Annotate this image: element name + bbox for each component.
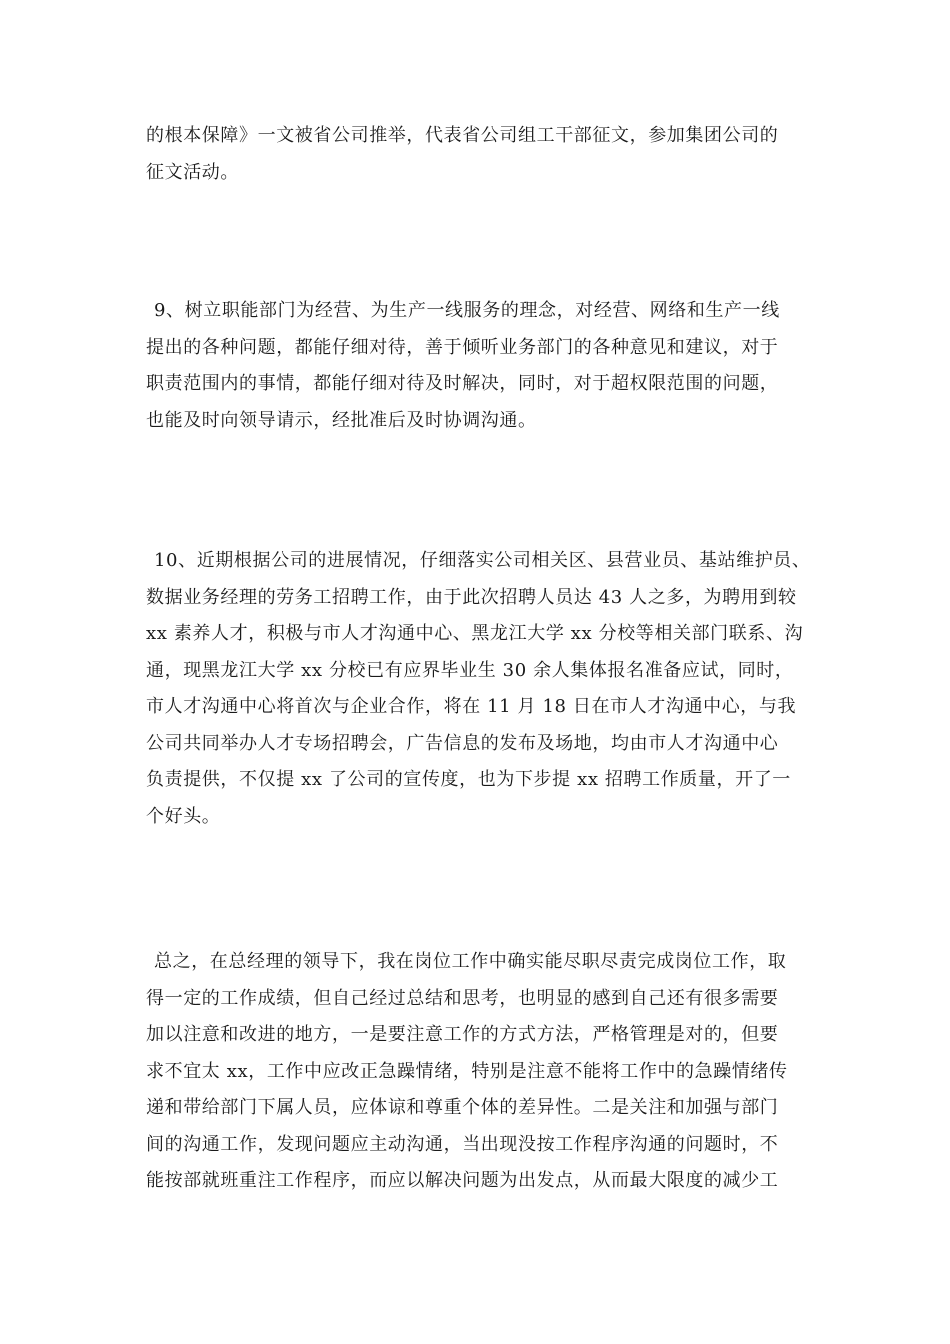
paragraph-line: 个好头。	[146, 805, 221, 827]
paragraph-line: 提出的各种问题，都能仔细对待，善于倾听业务部门的各种意见和建议，对于	[146, 336, 779, 358]
paragraph-line: 得一定的工作成绩，但自己经过总结和思考，也明显的感到自己还有很多需要	[146, 987, 779, 1009]
paragraph-line: 9、树立职能部门为经营、为生产一线服务的理念，对经营、网络和生产一线	[154, 300, 780, 321]
paragraph-line: 加以注意和改进的地方，一是要注意工作的方式方法，严格管理是对的，但要	[146, 1024, 779, 1045]
paragraph-line: 递和带给部门下属人员，应体谅和尊重个体的差异性。二是关注和加强与部门	[146, 1097, 779, 1118]
paragraph-line: 的根本保障》一文被省公司推举，代表省公司组工干部征文，参加集团公司的	[146, 125, 779, 146]
paragraph-line: 10、近期根据公司的进展情况，仔细落实公司相关区、县营业员、基站维护员、	[154, 550, 811, 571]
paragraph-item-10	[146, 543, 816, 835]
paragraph-line: 总之，在总经理的领导下，我在岗位工作中确实能尽职尽责完成岗位工作，取	[154, 951, 787, 972]
paragraph-fragment-end	[146, 118, 816, 191]
paragraph-line: 公司共同举办人才专场招聘会，广告信息的发布及场地，均由市人才沟通中心	[146, 732, 779, 754]
paragraph-summary	[146, 944, 816, 1200]
paragraph-line: 能按部就班重注工作程序，而应以解决问题为出发点，从而最大限度的减少工	[146, 1170, 779, 1191]
paragraph-line: 间的沟通工作，发现问题应主动沟通，当出现没按工作程序沟通的问题时，不	[146, 1133, 779, 1155]
paragraph-line: 数据业务经理的劳务工招聘工作，由于此次招聘人员达 43 人之多，为聘用到较	[146, 586, 797, 608]
paragraph-item-9	[146, 293, 816, 439]
paragraph-line: 征文活动。	[146, 161, 239, 183]
paragraph-line: 求不宜太 xx，工作中应改正急躁情绪，特别是注意不能将工作中的急躁情绪传	[146, 1060, 788, 1082]
paragraph-line: 也能及时向领导请示，经批准后及时协调沟通。	[146, 409, 537, 431]
paragraph-line: 职责范围内的事情，都能仔细对待及时解决，同时，对于超权限范围的问题，	[146, 373, 779, 394]
paragraph-line: 市人才沟通中心将首次与企业合作，将在 11 月 18 日在市人才沟通中心，与我	[146, 696, 797, 717]
paragraph-line: 负责提供，不仅提 xx 了公司的宣传度，也为下步提 xx 招聘工作质量，开了一	[146, 769, 791, 790]
paragraph-line: 通，现黑龙江大学 xx 分校已有应界毕业生 30 余人集体报名准备应试，同时，	[146, 659, 794, 681]
paragraph-line: xx 素养人才，积极与市人才沟通中心、黑龙江大学 xx 分校等相关部门联系、沟	[146, 623, 804, 644]
